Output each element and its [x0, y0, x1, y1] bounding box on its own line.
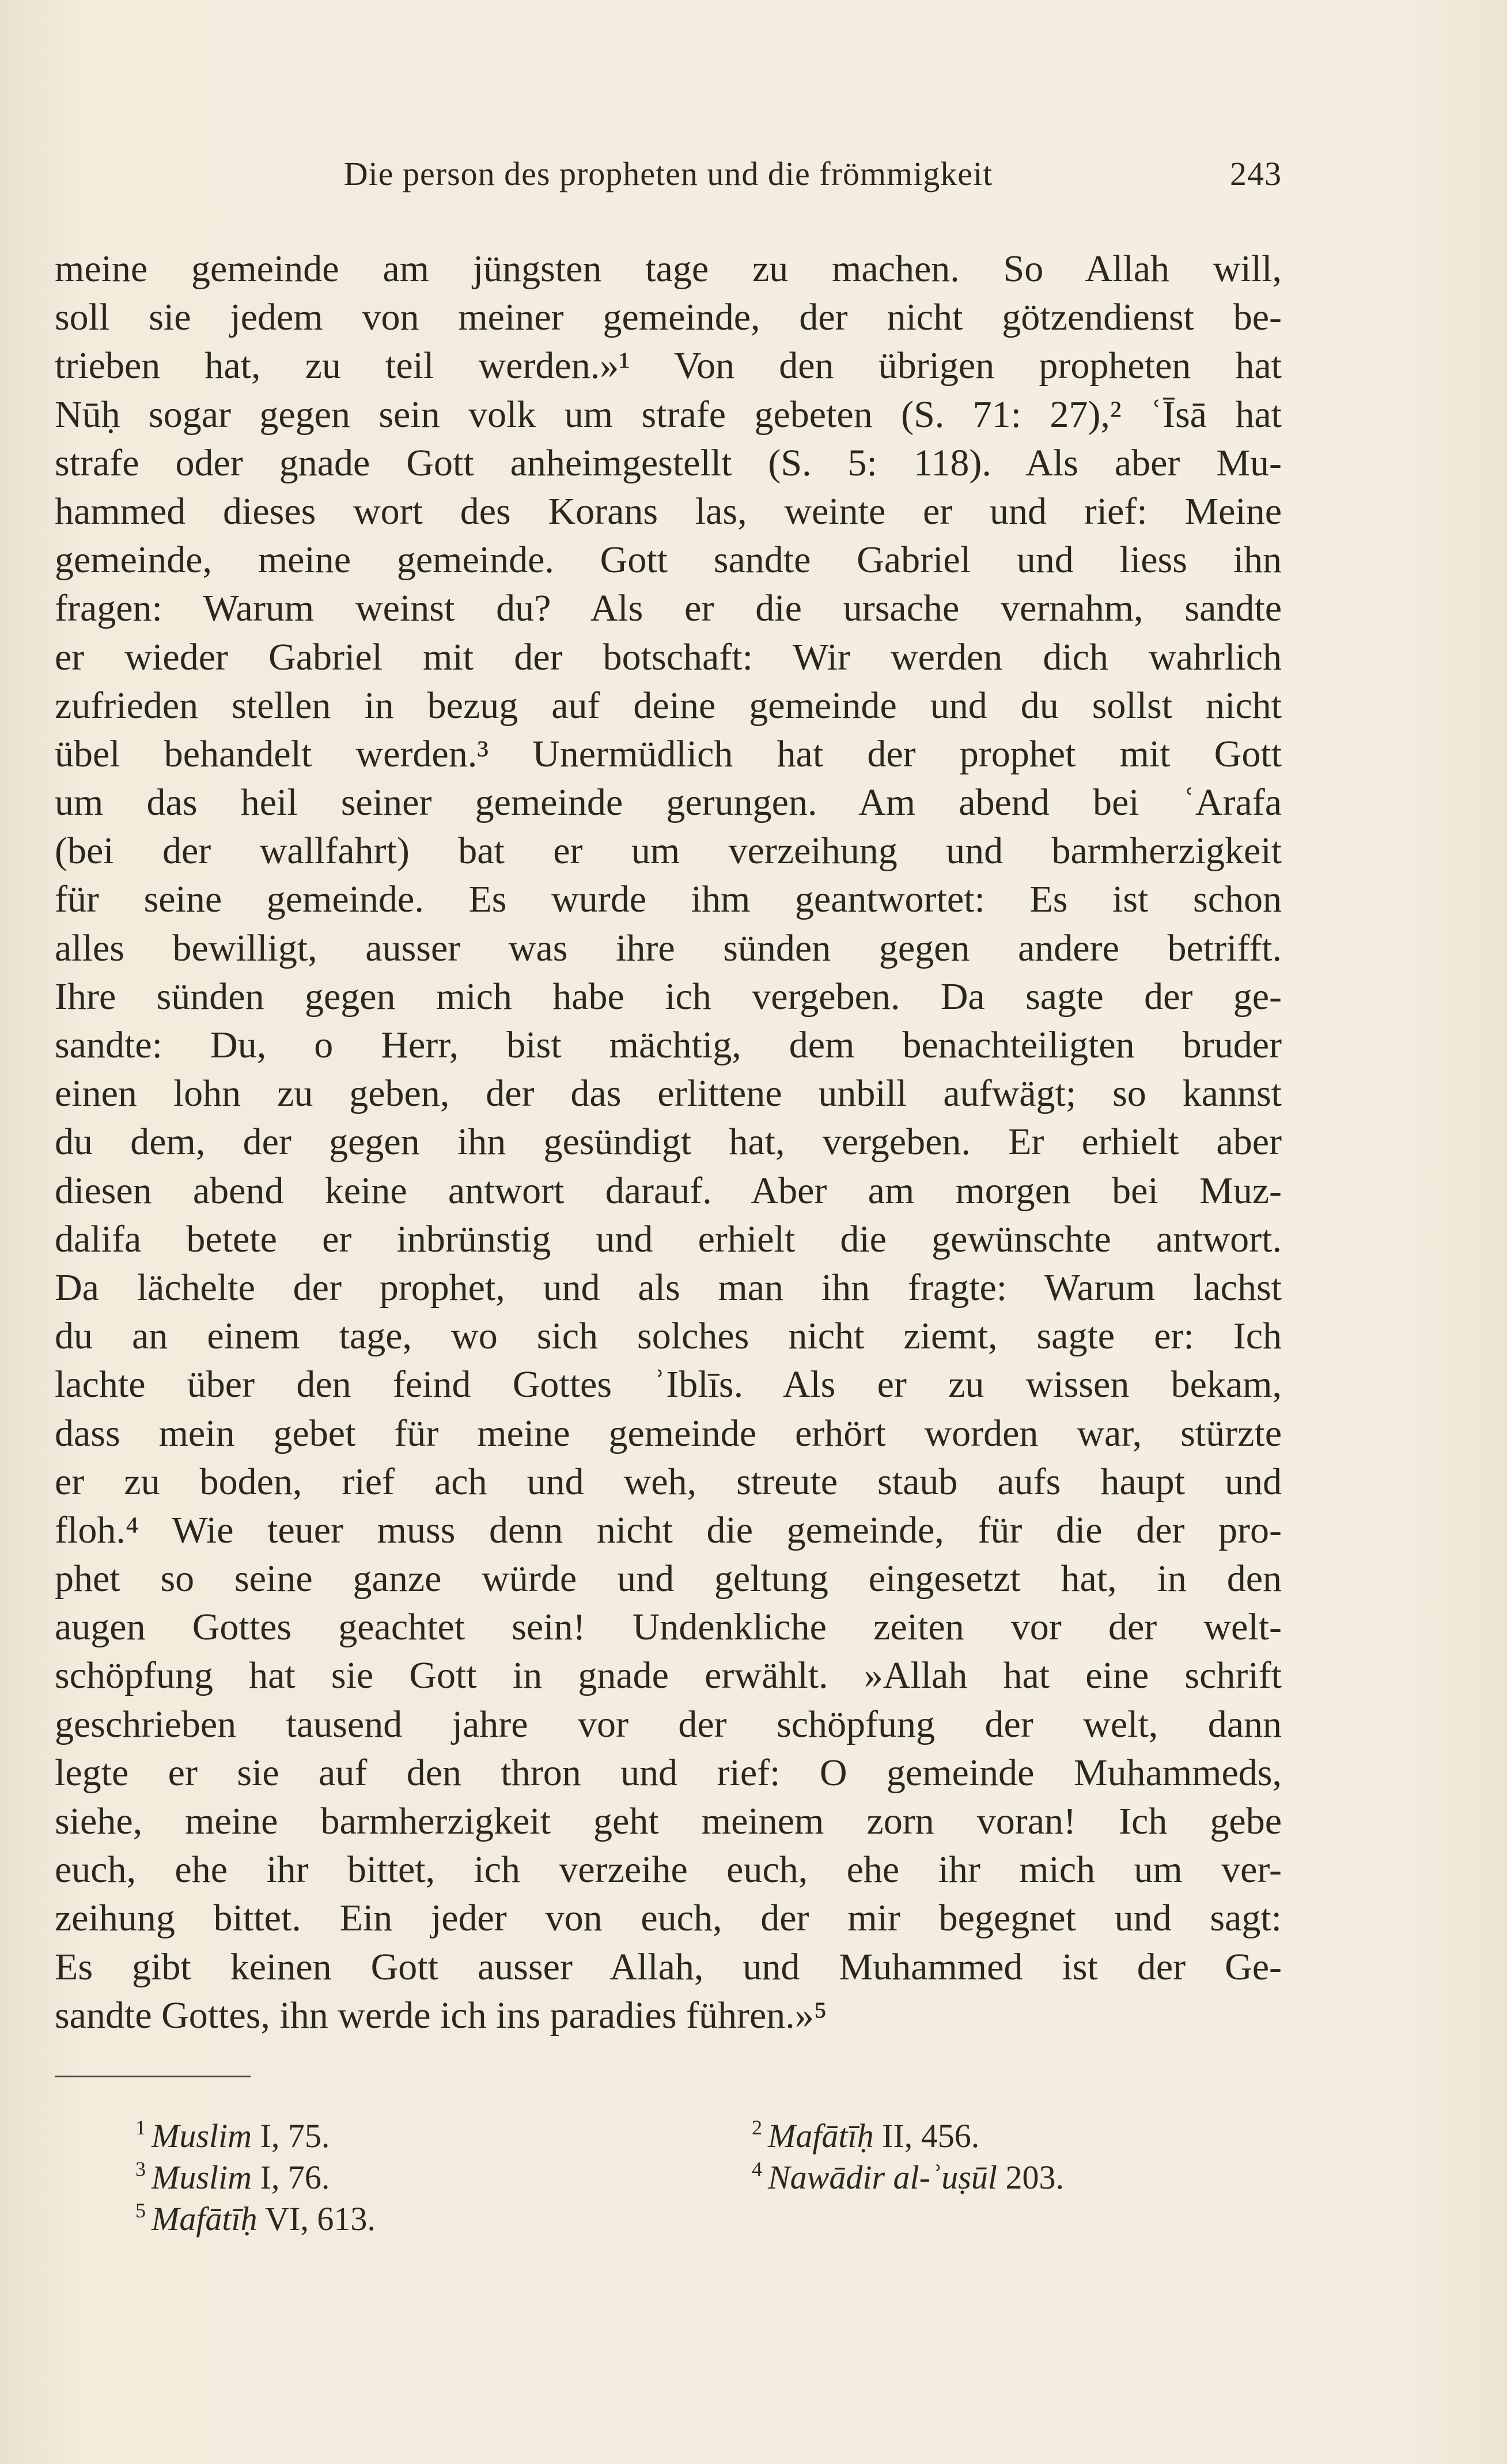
text-line: übel behandelt werden.³ Unermüdlich hat der prophet mit Gott: [55, 732, 1282, 775]
page-number: 243: [1230, 155, 1282, 192]
text-line: für seine gemeinde. Es wurde ihm geantwortet: Es ist schon: [55, 878, 1282, 921]
text-line: zufrieden stellen in bezug auf deine gemeinde und du sollst nicht: [55, 684, 1282, 727]
text-line: lachte über den feind Gottes ʾIblīs. Als er zu wissen bekam,: [55, 1363, 1282, 1406]
text-line: schöpfung hat sie Gott in gnade erwählt. »Allah hat eine schrift: [55, 1654, 1282, 1697]
text-line: diesen abend keine antwort darauf. Aber am morgen bei Muz-: [55, 1169, 1282, 1212]
text-line: Nūḥ sogar gegen sein volk um strafe gebeten (S. 71: 27),² ʿĪsā hat: [55, 393, 1282, 436]
body-text: [55, 245, 1282, 2040]
text-line: hammed dieses wort des Korans las, weinte er und rief: Meine: [55, 490, 1282, 532]
text-line: Es gibt keinen Gott ausser Allah, und Muhammed ist der Ge-: [55, 1945, 1282, 1988]
text-line: augen Gottes geachtet sein! Undenkliche zeiten vor der welt-: [55, 1606, 1282, 1649]
footnote-ref: VI, 613.: [265, 2200, 376, 2238]
footnote-ref: 203.: [1005, 2159, 1064, 2196]
text-line: meine gemeinde am jüngsten tage zu machen. So Allah will,: [55, 248, 1282, 290]
footnote-4: [752, 2148, 1064, 2198]
footnote-5: [135, 2190, 376, 2240]
footnote-rule: [55, 2076, 251, 2077]
running-head: Die person des propheten und die frömmigkeit: [343, 155, 993, 192]
footnote-ref: I, 76.: [260, 2159, 330, 2196]
text-line: er wieder Gabriel mit der botschaft: Wir werden dich wahrlich: [55, 636, 1282, 678]
text-line: zeihung bittet. Ein jeder von euch, der mir begegnet und sagt:: [55, 1897, 1282, 1940]
text-line: sandte: Du, o Herr, bist mächtig, dem benachteiligten bruder: [55, 1024, 1282, 1066]
text-line: fragen: Warum weinst du? Als er die ursache vernahm, sandte: [55, 587, 1282, 630]
text-line: euch, ehe ihr bittet, ich verzeihe euch, ehe ihr mich um ver-: [55, 1849, 1282, 1891]
footnote-number: 2: [752, 2116, 762, 2139]
footnote-source: Muslim: [152, 2117, 252, 2155]
footnote-ref: II, 456.: [882, 2117, 980, 2155]
text-line: dalifa betete er inbrünstig und erhielt die gewünschte antwort.: [55, 1218, 1282, 1260]
text-line: Ihre sünden gegen mich habe ich vergeben. Da sagte der ge-: [55, 975, 1282, 1018]
text-line: gemeinde, meine gemeinde. Gott sandte Gabriel und liess ihn: [55, 539, 1282, 581]
text-line: um das heil seiner gemeinde gerungen. Am abend bei ʿArafa: [55, 781, 1282, 824]
text-line: floh.⁴ Wie teuer muss denn nicht die gemeinde, für die der pro-: [55, 1509, 1282, 1551]
text-line: du an einem tage, wo sich solches nicht ziemt, sagte er: Ich: [55, 1315, 1282, 1358]
text-line: phet so seine ganze würde und geltung eingesetzt hat, in den: [55, 1558, 1282, 1600]
footnote-source: Nawādir al-ʾuṣūl: [768, 2159, 997, 2196]
footnote-ref: I, 75.: [260, 2117, 330, 2155]
footnote-source: Mafātīḥ: [768, 2117, 874, 2155]
text-line: trieben hat, zu teil werden.»¹ Von den übrigen propheten hat: [55, 345, 1282, 387]
text-line: strafe oder gnade Gott anheimgestellt (S. 5: 118). Als aber Mu-: [55, 441, 1282, 484]
text-line: legte er sie auf den thron und rief: O gemeinde Muhammeds,: [55, 1751, 1282, 1794]
footnote-number: 4: [752, 2157, 762, 2180]
text-line: soll sie jedem von meiner gemeinde, der nicht götzendienst be-: [55, 296, 1282, 339]
text-line: siehe, meine barmherzigkeit geht meinem zorn voran! Ich gebe: [55, 1800, 1282, 1842]
text-line: sandte Gottes, ihn werde ich ins paradies führen.»⁵: [55, 1994, 827, 2036]
text-line: du dem, der gegen ihn gesündigt hat, vergeben. Er erhielt aber: [55, 1121, 1282, 1163]
text-line: er zu boden, rief ach und weh, streute staub aufs haupt und: [55, 1460, 1282, 1503]
text-line: dass mein gebet für meine gemeinde erhört worden war, stürzte: [55, 1412, 1282, 1454]
text-line: geschrieben tausend jahre vor der schöpfung der welt, dann: [55, 1703, 1282, 1745]
text-line: Da lächelte der prophet, und als man ihn fragte: Warum lachst: [55, 1266, 1282, 1309]
text-line: alles bewilligt, ausser was ihre sünden gegen andere betrifft.: [55, 927, 1282, 969]
footnote-number: 3: [135, 2157, 146, 2180]
footnote-number: 1: [135, 2116, 146, 2139]
page-header: [55, 154, 1282, 206]
text-line: (bei der wallfahrt) bat er um verzeihung und barmherzigkeit: [55, 830, 1282, 872]
footnote-number: 5: [135, 2199, 146, 2222]
footnote-source: Mafātīḥ: [152, 2200, 258, 2238]
footnote-source: Muslim: [152, 2159, 252, 2196]
text-line: einen lohn zu geben, der das erlittene unbill aufwägt; so kannst: [55, 1072, 1282, 1115]
